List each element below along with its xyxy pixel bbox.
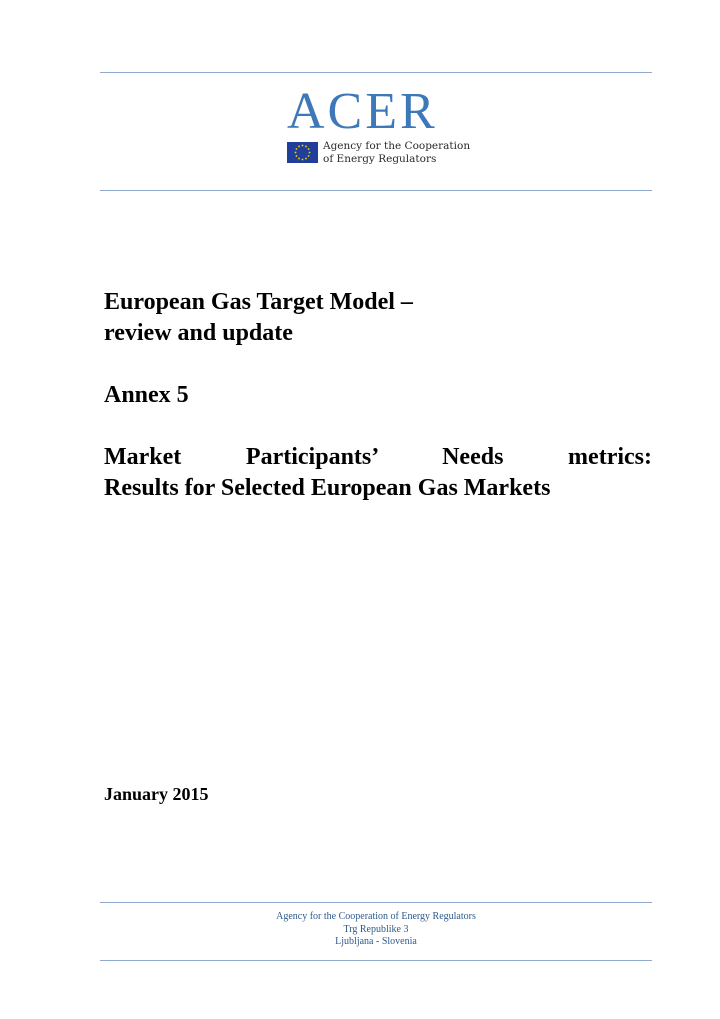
top-rule xyxy=(100,72,652,73)
title-line2: review and update xyxy=(104,320,293,346)
flag-star xyxy=(305,146,307,148)
eu-flag-icon xyxy=(287,142,318,163)
publication-date: January 2015 xyxy=(104,784,209,804)
flag-star xyxy=(298,146,300,148)
flag-star xyxy=(295,152,297,154)
flag-star xyxy=(308,155,310,157)
acer-tagline-line2: of Energy Regulators xyxy=(323,152,437,165)
flag-star xyxy=(305,158,307,160)
footer-top-rule xyxy=(100,902,652,903)
acer-logo xyxy=(287,83,477,172)
title-line1: European Gas Target Model – xyxy=(104,289,413,315)
footer-line1: Agency for the Cooperation of Energy Regulators xyxy=(276,911,476,922)
subtitle-line1: Market Participants’ Needs metrics: xyxy=(104,444,652,470)
flag-star xyxy=(298,158,300,160)
acer-tagline xyxy=(323,140,470,165)
flag-star xyxy=(302,145,304,147)
flag-star xyxy=(308,148,310,150)
footer-bottom-rule xyxy=(100,960,652,961)
logo-bottom-rule xyxy=(100,190,652,191)
subtitle-line2: Results for Selected European Gas Markets xyxy=(104,475,551,501)
footer-line2: Trg Republike 3 xyxy=(343,923,409,935)
document-title xyxy=(104,287,652,504)
footer-line3: Ljubljana - Slovenia xyxy=(335,936,417,947)
flag-star xyxy=(296,148,298,150)
annex-label: Annex 5 xyxy=(104,382,189,408)
footer-address xyxy=(100,911,652,949)
acer-wordmark: ACER xyxy=(287,83,438,140)
acer-tagline-line1: Agency for the Cooperation xyxy=(323,140,471,152)
flag-star xyxy=(309,152,311,154)
flag-star xyxy=(302,159,304,161)
flag-star xyxy=(296,155,298,157)
